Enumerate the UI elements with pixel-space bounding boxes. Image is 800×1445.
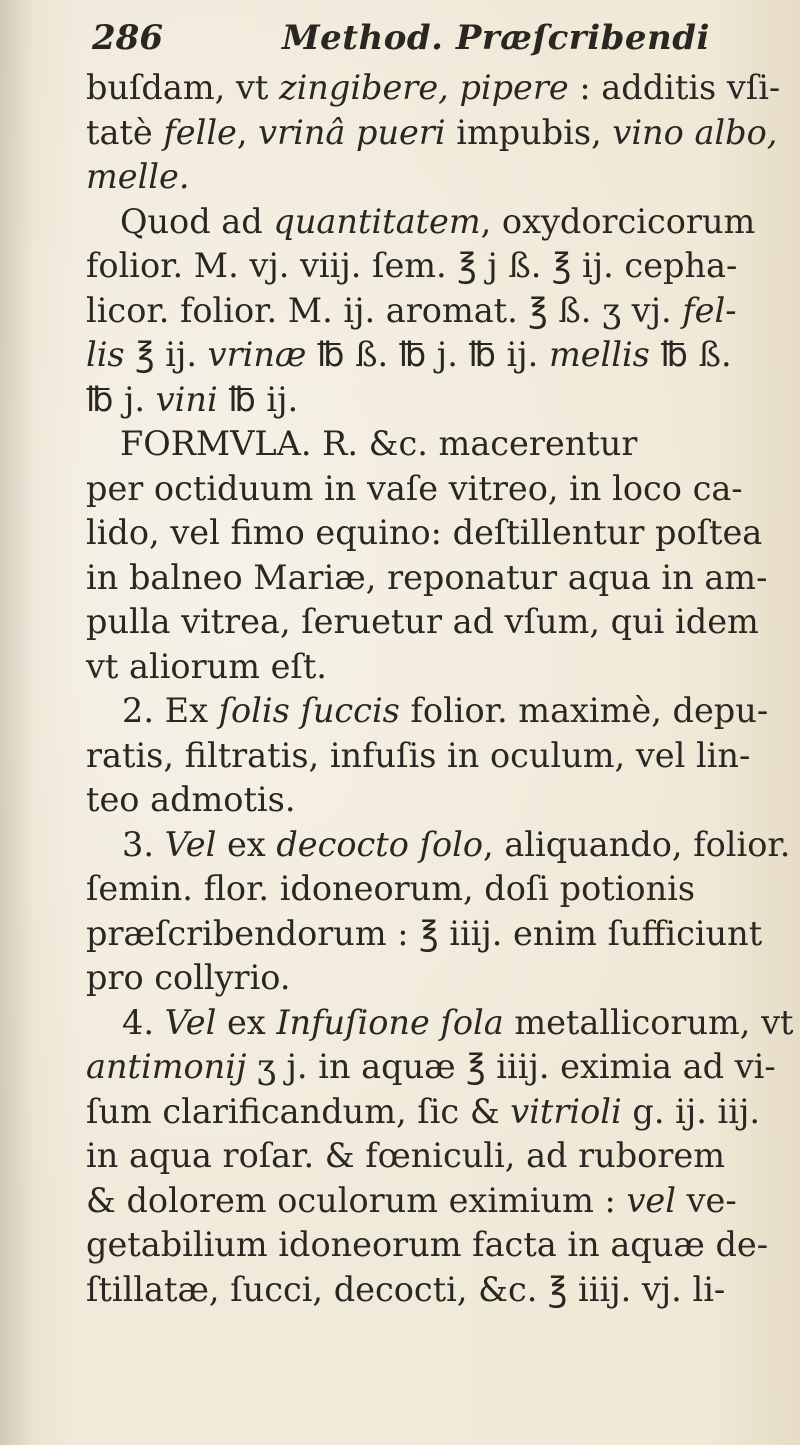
text-line: ſum clarificandum, ſic & vitrioli g. ij. iij. (86, 1091, 760, 1131)
text-line: & dolorem oculorum eximium : vel ve- (86, 1180, 737, 1220)
text-line: antimonij ʒ j. in aquæ ℥ iiij. eximia ad vi- (86, 1047, 776, 1086)
text-line: in aqua roſar. & fœniculi, ad ruborem (86, 1136, 725, 1175)
page-gutter-shadow (0, 0, 34, 1445)
text-line: lis ℥ ij. vrinæ ℔ ß. ℔ j. ℔ ij. mellis ℔ ß. (86, 335, 732, 374)
text-line: pro collyrio. (86, 958, 291, 997)
text-line: 4. Vel ex Infuſione ſola metallicorum, vt (122, 1002, 794, 1042)
text-line: in balneo Mariæ, reponatur aqua in am- (86, 557, 768, 597)
text-line: præſcribendorum : ℥ iiij. enim ſufficiunt (86, 913, 763, 953)
text-line: buſdam, vt zingibere, pipere : additis vſi- (86, 68, 781, 107)
text-line: getabilium idoneorum facta in aquæ de- (86, 1225, 769, 1264)
text-line: ℔ j. vini ℔ ij. (86, 379, 299, 419)
text-line: folior. M. vj. viij. ſem. ℥ j ß. ℥ ij. cepha- (86, 246, 738, 285)
text-line: ſtillatæ, ſucci, decocti, &c. ℥ iiij. vj. li- (86, 1269, 726, 1309)
running-header (86, 10, 778, 66)
text-line: lido, vel fimo equino: deſtillentur poſtea (86, 513, 763, 552)
running-title: Method. Præſcribendi (282, 18, 710, 58)
text-line: melle. (86, 157, 190, 196)
body-text (86, 66, 794, 1312)
text-line: vt aliorum eſt. (86, 646, 327, 686)
text-line: ratis, filtratis, infuſis in oculum, vel lin- (86, 735, 751, 775)
text-line: Quod ad quantitatem, oxydorcicorum (120, 201, 756, 241)
text-line: 2. Ex ſolis ſuccis folior. maximè, depu- (122, 691, 769, 730)
text-line: per octiduum in vaſe vitreo, in loco ca- (86, 468, 743, 508)
text-line: licor. folior. M. ij. aromat. ℥ ß. ʒ vj. fel- (86, 290, 737, 330)
text-line: FORMVLA. R. &c. macerentur (120, 424, 638, 463)
page-number: 286 (92, 18, 163, 58)
text-line: 3. Vel ex decocto ſolo, aliquando, folior. (122, 824, 791, 864)
text-line: teo admotis. (86, 780, 296, 819)
text-line: tatè felle, vrinâ pueri impubis, vino albo, (86, 112, 778, 152)
text-line: ſemin. flor. idoneorum, doſi potionis (86, 869, 696, 908)
text-line: pulla vitrea, ſeruetur ad vſum, qui idem (86, 602, 759, 641)
